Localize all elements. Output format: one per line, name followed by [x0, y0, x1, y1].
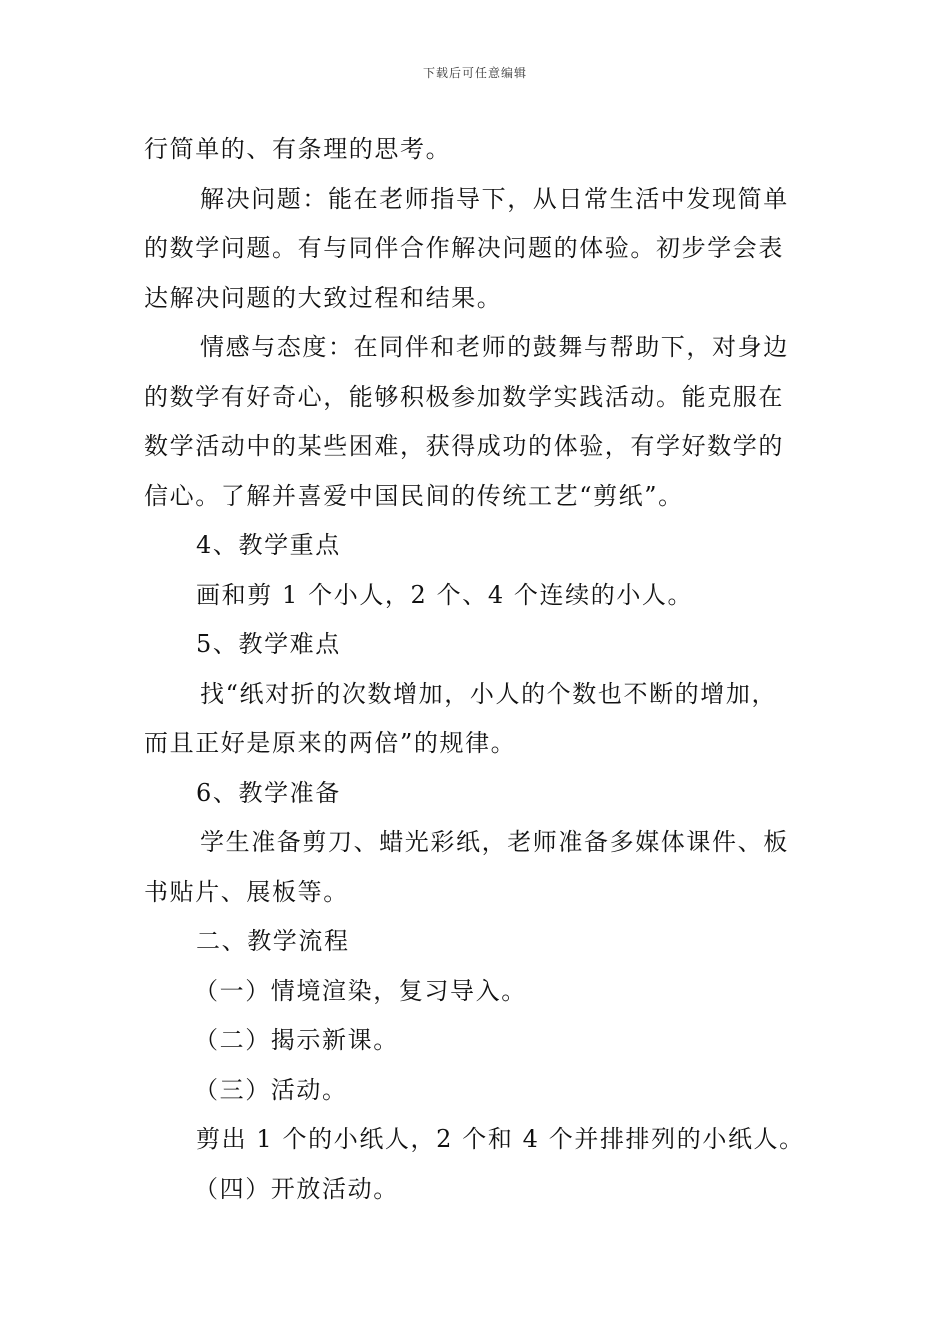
text-line: 解决问题：能在老师指导下，从日常生活中发现简单 — [200, 184, 789, 213]
text-line: 画和剪 1 个小人，2 个、4 个连续的小人。 — [196, 580, 694, 609]
text-line: 数学活动中的某些困难，获得成功的体验，有学好数学的 — [144, 432, 784, 460]
text-line: 书贴片、展板等。 — [144, 877, 349, 906]
text-line: 学生准备剪刀、蜡光彩纸，老师准备多媒体课件、板 — [200, 828, 789, 856]
sub-section-heading: （四）开放活动。 — [194, 1174, 399, 1203]
text-line: 找“纸对折的次数增加，小人的个数也不断的增加， — [200, 679, 778, 708]
text-line: 行简单的、有条理的思考。 — [144, 135, 452, 163]
text-line: 而且正好是原来的两倍”的规律。 — [144, 729, 517, 757]
text-line: 的数学有好奇心，能够积极参加数学实践活动。能克服在 — [144, 382, 784, 411]
section-heading: 5、教学难点 — [196, 630, 341, 658]
sub-section-heading: （一）情境渲染，复习导入。 — [194, 976, 527, 1005]
text-line: 情感与态度：在同伴和老师的鼓舞与帮助下，对身边 — [200, 333, 789, 361]
section-heading: 6、教学准备 — [196, 778, 341, 807]
text-line: 信心。了解并喜爱中国民间的传统工艺“剪纸”。 — [144, 481, 684, 510]
text-line: 达解决问题的大致过程和结果。 — [144, 283, 503, 312]
section-heading: 4、教学重点 — [196, 531, 341, 559]
text-line: 的数学问题。有与同伴合作解决问题的体验。初步学会表 — [144, 234, 784, 262]
text-line: 剪出 1 个的小纸人，2 个和 4 个并排排列的小纸人。 — [196, 1125, 805, 1153]
document-body — [144, 125, 809, 1214]
page-header: 下载后可任意编辑 — [422, 66, 527, 80]
sub-section-heading: （三）活动。 — [194, 1075, 348, 1104]
sub-section-heading: （二）揭示新课。 — [194, 1026, 399, 1054]
section-heading: 二、教学流程 — [196, 927, 350, 955]
